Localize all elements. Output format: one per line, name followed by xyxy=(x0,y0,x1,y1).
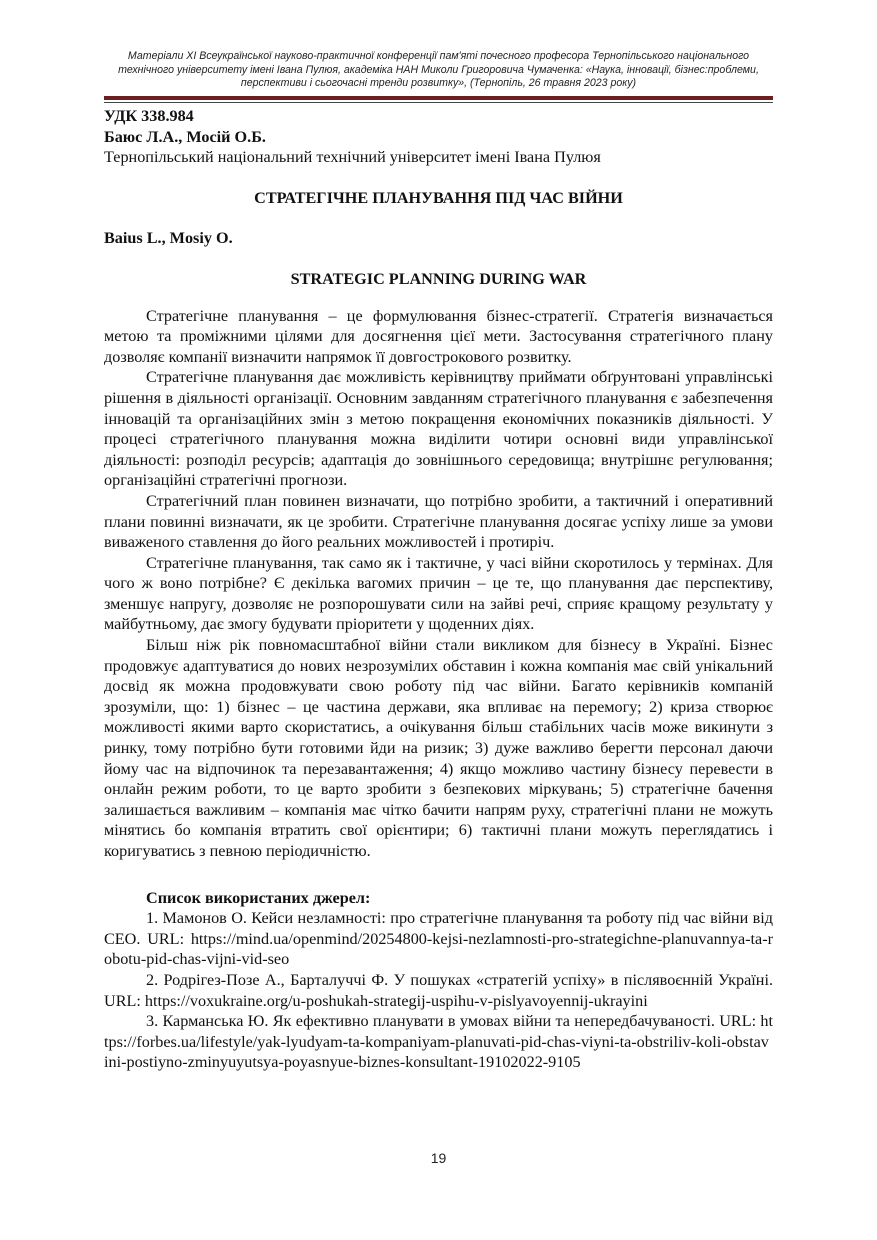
article-text xyxy=(104,306,773,862)
reference-item: 2. Родрігез-Позе А., Барталуччі Ф. У пошуках «стратегій успіху» в післявоєнній Україні. URL: https://voxukraine.org/u-poshukah-strategij-uspihu-v-pislyavoyennij-ukrayini xyxy=(104,970,773,1010)
reference-item: 3. Карманська Ю. Як ефективно планувати в умовах війни та непередбачуваності. URL: https://forbes.ua/lifestyle/yak-lyudyam-ta-kompaniyam-planuvati-pid-chas-viyni-ta-obstriliv-koli-obstavini-postiyno-zminyuyutsya-poyasnyue-biznes-konsultant-19102022-9105 xyxy=(104,1012,773,1072)
udk-code: УДК 338.984 xyxy=(104,107,194,125)
references-title: Список використаних джерел: xyxy=(146,888,371,907)
reference-item: 1. Мамонов О. Кейси незламності: про стратегічне планування та роботу під час війни від CEO. URL: https://mind.ua/openmind/20254800-kejsi-nezlamnosti-pro-strategichne-planuvannya-ta-robotu-pid-chas-vijni-vid-seo xyxy=(104,909,773,969)
paragraph: Стратегічний план повинен визначати, що потрібно зробити, а тактичний і оперативний плани повинні визначати, як це зробити. Стратегічне планування досягає успіху лише за умови виваженого ставлення до його реальних можливостей і протиріч. xyxy=(104,491,773,552)
paragraph: Стратегічне планування, так само як і тактичне, у часі війни скоротилось у термінах. Для чого ж воно потрібне? Є декілька вагомих причин – це те, що планування дає перспективу, зменшує напругу, дозволяє не розпорошувати сили на зайві речі, сприяє кращому результату у майбутньому, дає змогу будувати пріоритети у щоденних діях. xyxy=(104,553,773,634)
header-rule-thick xyxy=(104,96,773,100)
authors-ua: Баюс Л.А., Мосій О.Б. xyxy=(104,127,266,146)
header-rule-thin xyxy=(104,102,773,103)
paragraph: Стратегічне планування дає можливість керівництву приймати обґрунтовані управлінські рішення в діяльності організації. Основним завданням стратегічного планування є забезпечення інновацій та організаційних змін з метою покращення економічних показників діяльності. У процесі стратегічного планування можна виділити чотири основні види управлінської діяльності: розподіл ресурсів; адаптація до зовнішнього середовища; внутрішнє регулювання; організаційні стратегічні прогнози. xyxy=(104,368,773,490)
title-en: STRATEGIC PLANNING DURING WAR xyxy=(290,269,587,288)
affiliation: Тернопільський національний технічний університет імені Івана Пулюя xyxy=(104,148,601,167)
authors-en: Baius L., Mosiy O. xyxy=(104,229,233,248)
page-number: 19 xyxy=(430,1150,447,1166)
article-body xyxy=(104,106,773,1073)
paragraph: Більш ніж рік повномасштабної війни стали викликом для бізнесу в Україні. Бізнес продовжує адаптуватися до нових незрозумілих обставин і кожна компанія має свій унікальний досвід як можна продовжувати свою роботу під час війни. Багато керівників компаній зрозуміли, що: 1) бізнес – це частина держави, яка впливає на перемогу; 2) криза створює можливості якими варто скористатись, а очікування більш стабільних часів може викинути з ринку, тому потрібно бути готовими йди на ризик; 3) дуже важливо берегти персонал даючи йому час на відпочинок та перезавантаження; 4) якщо можливо частину бізнесу перевести в онлайн режим роботи, то це варто зробити з безпекових міркувань; 5) стратегічне бачення залишається важливим – компанія має чітко бачити напрям руху, стратегічні плани не можуть мінятись бо компанія втратить свої орієнтири; 6) тактичні плани можуть переглядатись і коригуватись з певною періодичністю. xyxy=(104,636,773,860)
title-ua: СТРАТЕГІЧНЕ ПЛАНУВАННЯ ПІД ЧАС ВІЙНИ xyxy=(254,188,623,207)
conference-header: Матеріали XI Всеукраїнської науково-практичної конференції пам'яті почесного професора Тернопільського національного технічного університету імені Івана Пулюя, академіка НАН Миколи Григоровича Чумаченка: «Наука, інновації, бізнес:проблеми, перспективи і сьогочасні тренди розвитку», (Тернопіль, 26 травня 2023 року) xyxy=(118,50,759,90)
paragraph: Стратегічне планування – це формулювання бізнес-стратегії. Стратегія визначається метою та проміжними цілями для досягнення цієї мети. Застосування стратегічного плану дозволяє компанії визначити напрямок її довгострокового розвитку. xyxy=(104,306,773,366)
